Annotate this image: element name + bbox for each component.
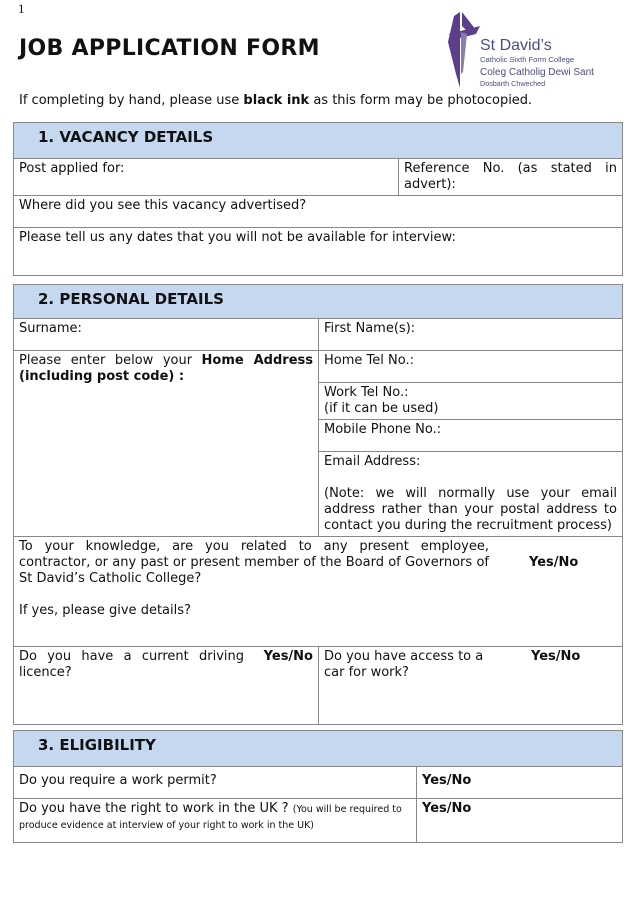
work-tel-field[interactable]: Work Tel No.: (if it can be used) xyxy=(319,383,623,420)
relatives-question[interactable]: To your knowledge, are you related to any present employee, contractor, or any past or present member of the Board of Governors of St David’s Catholic College? Yes/No If yes, please give details? xyxy=(14,536,623,646)
work-permit-answer[interactable]: Yes/No xyxy=(417,767,623,799)
personal-details-section xyxy=(13,284,623,725)
logo-subtitle: Catholic Sixth Form College xyxy=(480,55,575,64)
page-title: JOB APPLICATION FORM xyxy=(19,36,320,61)
logo-title: St David’s xyxy=(480,37,552,54)
interview-dates-field[interactable]: Please tell us any dates that you will not be available for interview: xyxy=(14,228,623,276)
section-heading: 3. ELIGIBILITY xyxy=(14,731,623,767)
post-applied-field[interactable]: Post applied for: xyxy=(14,159,399,196)
vacancy-details-section xyxy=(13,122,623,276)
email-field[interactable]: Email Address: xyxy=(319,452,623,484)
section-heading: 1. VACANCY DETAILS xyxy=(14,123,623,159)
right-to-work-answer[interactable]: Yes/No xyxy=(417,799,623,843)
car-access-question[interactable]: Do you have access to a car for work? Yes/No xyxy=(319,646,623,724)
section-heading: 2. PERSONAL DETAILS xyxy=(14,285,623,319)
first-names-field[interactable]: First Name(s): xyxy=(319,319,623,351)
logo-welsh-name: Coleg Catholig Dewi Sant xyxy=(480,66,594,78)
work-permit-question: Do you require a work permit? xyxy=(14,767,417,799)
instructions: If completing by hand, please use black ink as this form may be photocopied. xyxy=(19,93,533,108)
logo-welsh-subtitle: Dosbarth Chweched xyxy=(480,78,546,88)
right-to-work-question: Do you have the right to work in the UK ? (You will be required to produce evidence at interview of your right to work in the UK) xyxy=(14,799,417,843)
vacancy-advertised-field[interactable]: Where did you see this vacancy advertised? xyxy=(14,196,623,228)
mobile-field[interactable]: Mobile Phone No.: xyxy=(319,420,623,452)
eligibility-section xyxy=(13,730,623,843)
home-tel-field[interactable]: Home Tel No.: xyxy=(319,351,623,383)
surname-field[interactable]: Surname: xyxy=(14,319,319,351)
reference-number-field[interactable]: Reference No. (as stated in advert): xyxy=(399,159,623,196)
home-address-field[interactable]: Please enter below your Home Address (including post code) : xyxy=(14,351,319,537)
page-number: 1 xyxy=(18,1,25,16)
driving-licence-question[interactable]: Do you have a current driving licence? Yes/No xyxy=(14,646,319,724)
college-logo xyxy=(446,12,616,92)
email-note: (Note: we will normally use your email address rather than your postal address to contact you during the recruitment process) xyxy=(319,484,623,537)
